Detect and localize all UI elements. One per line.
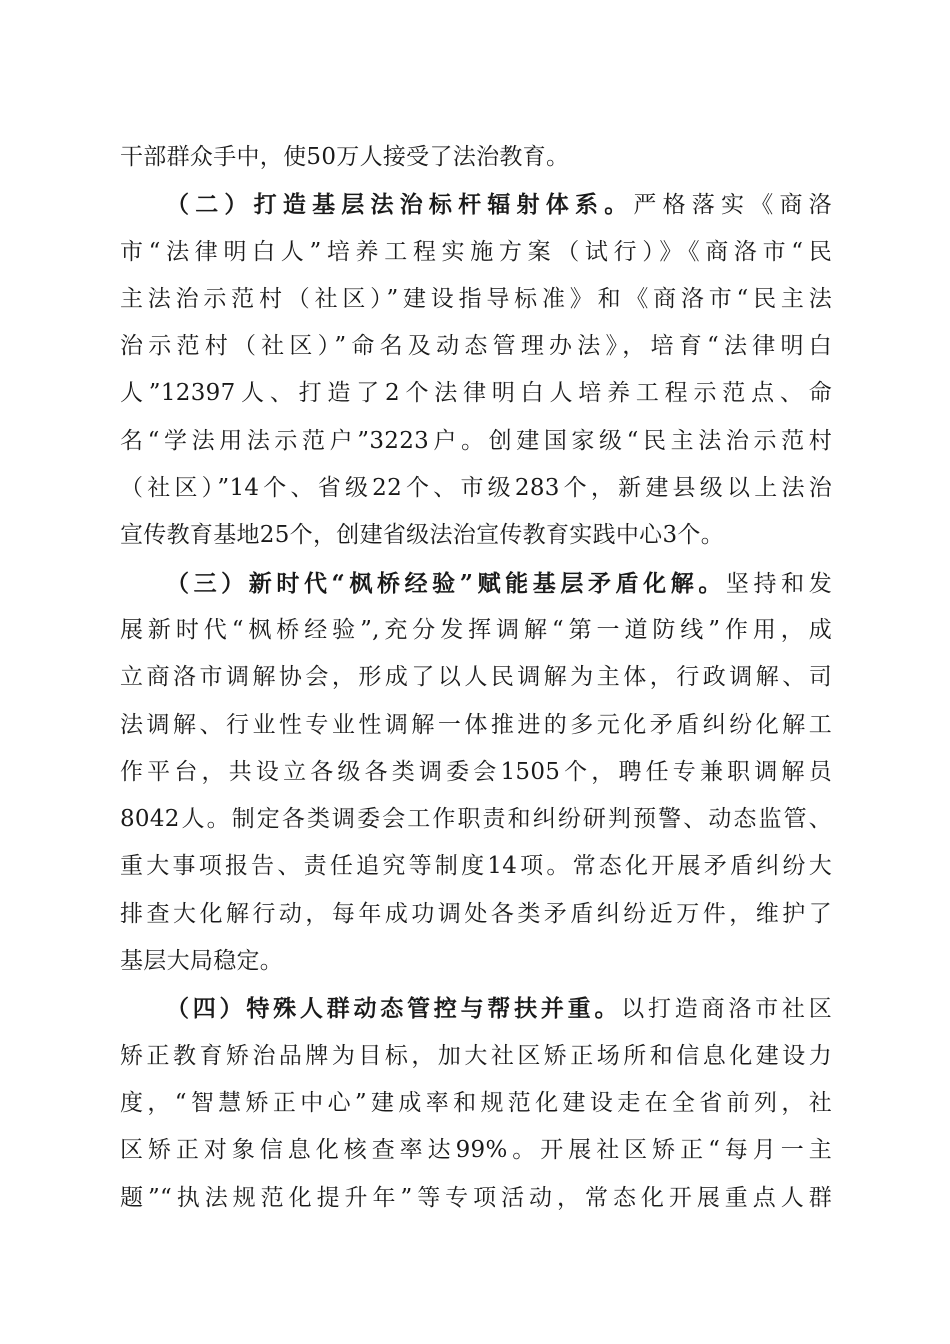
paragraph-line: 题”“执法规范化提升年”等专项活动，常态化开展重点人群: [120, 1184, 832, 1211]
paragraph-line: 度，“智慧矫正中心”建成率和规范化建设走在全省前列，社: [120, 1089, 832, 1116]
paragraph-line: 法调解、行业性专业性调解一体推进的多元化矛盾纠纷化解工: [120, 711, 832, 738]
paragraph-line: （社区）”14个、省级22个、市级283个，新建县级以上法治: [120, 475, 832, 502]
paragraph-line: 区矫正对象信息化核查率达99%。开展社区矫正“每月一主: [120, 1137, 832, 1164]
paragraph-line: 重大事项报告、责任追究等制度14项。常态化开展矛盾纠纷大: [120, 853, 832, 880]
document-body: [120, 134, 832, 1222]
paragraph-line: 人”12397人、打造了2个法律明白人培养工程示范点、命: [120, 380, 832, 407]
paragraph-line: 矫正教育矫治品牌为目标，加大社区矫正场所和信息化建设力: [120, 1042, 832, 1069]
paragraph-text: 以打造商洛市社区: [621, 996, 832, 1023]
paragraph-text: 坚持和发: [725, 570, 833, 597]
paragraph-line: 基层大局稳定。: [120, 948, 284, 975]
paragraph-line: 作平台，共设立各级各类调委会1505个，聘任专兼职调解员: [120, 758, 832, 785]
paragraph-line: 名“学法用法示范户”3223户。创建国家级“民主法治示范村: [120, 427, 832, 454]
section-heading-4: （四）特殊人群动态管控与帮扶并重。: [166, 995, 622, 1023]
paragraph-line: 治示范村（社区）”命名及动态管理办法》，培育“法律明白: [120, 333, 832, 360]
paragraph-line: 8042人。制定各类调委会工作职责和纠纷研判预警、动态监管、: [120, 806, 832, 833]
paragraph-line: 宣传教育基地25个，创建省级法治宣传教育实践中心3个。: [120, 522, 724, 549]
paragraph-text: 严格落实《商洛: [633, 192, 832, 219]
paragraph-line: 主法治示范村（社区）”建设指导标准》和《商洛市“民主法: [120, 285, 832, 312]
section-heading-2: （二）打造基层法治标杆辐射体系。: [166, 191, 634, 219]
paragraph-heading-line: [120, 181, 832, 228]
paragraph-line: 干部群众手中，使50万人接受了法治教育。: [120, 144, 570, 170]
paragraph-line: 展新时代“枫桥经验”,充分发挥调解“第一道防线”作用，成: [120, 616, 832, 643]
paragraph-line: 排查大化解行动，每年成功调处各类矛盾纠纷近万件，维护了: [120, 900, 832, 927]
paragraph-line: 市“法律明白人”培养工程实施方案（试行）》《商洛市“民: [120, 238, 832, 265]
paragraph-line: 立商洛市调解协会，形成了以人民调解为主体，行政调解、司: [120, 664, 832, 691]
section-heading-3: （三）新时代“枫桥经验”赋能基层矛盾化解。: [166, 569, 726, 597]
paragraph-heading-line: [120, 560, 832, 607]
paragraph-heading-line: [120, 985, 832, 1032]
